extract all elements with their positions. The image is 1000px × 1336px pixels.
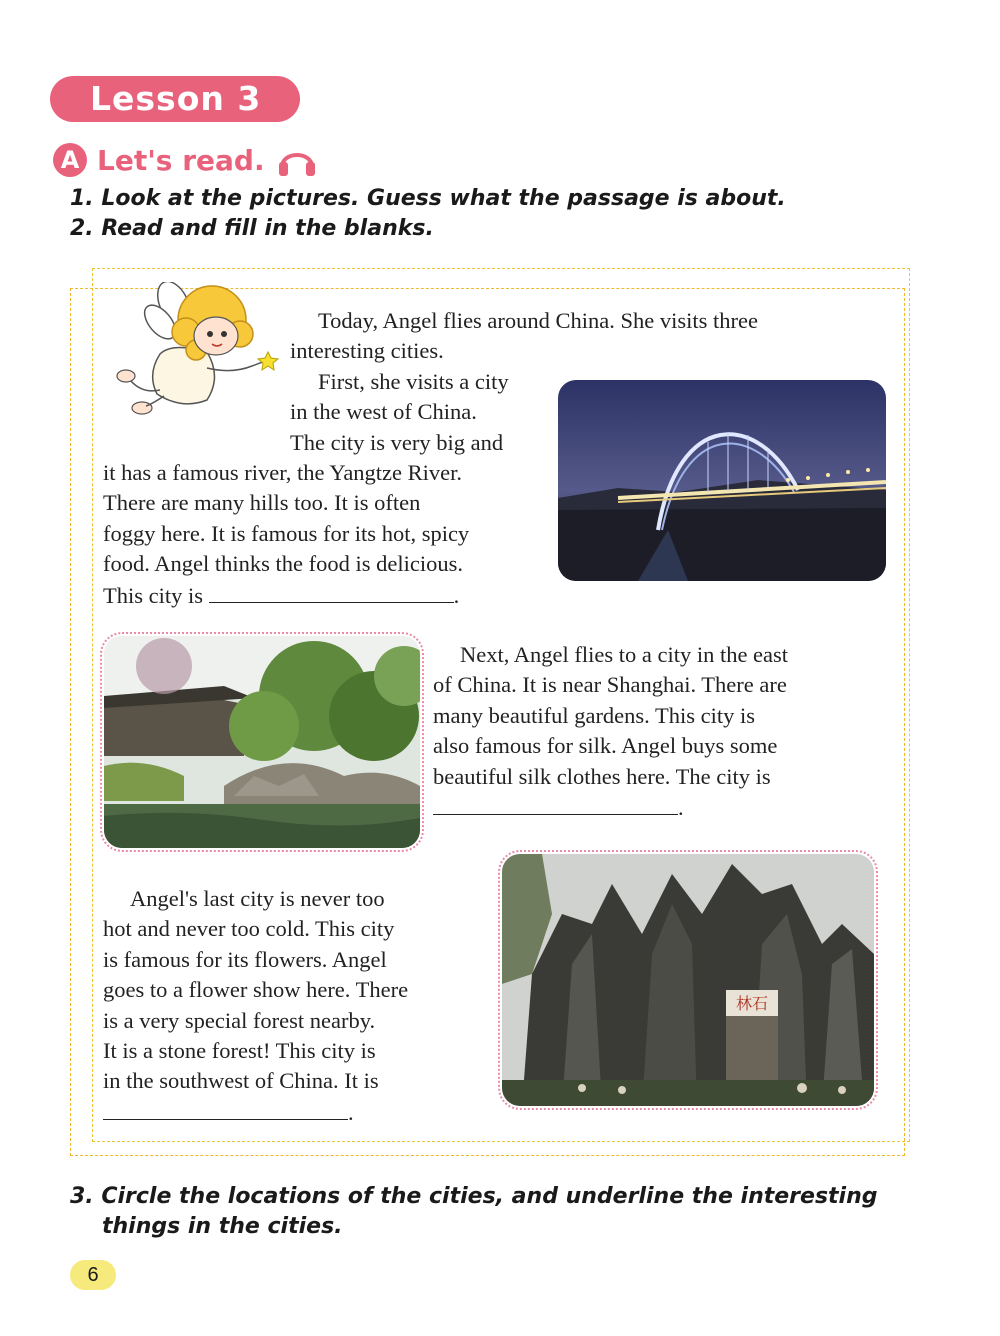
passage1-line: Today, Angel flies around China. She visits three	[318, 308, 759, 333]
angel-illustration	[112, 282, 282, 432]
passage1-line: in the west of China.	[290, 399, 477, 425]
passage3-line: goes to a flower show here. There	[103, 977, 409, 1003]
passage3-line: is a very special forest nearby.	[103, 1007, 376, 1033]
instruction-3: 3. Circle the locations of the cities, and underline the interesting	[70, 1184, 878, 1209]
passage2: Next, Angel flies to a city in the east of China. It is near Shanghai. There are many beautiful gardens. This city is also famous for silk. Angel buys some beautiful silk clothes here. The city is .	[433, 640, 883, 823]
lesson-title: Lesson 3	[50, 76, 300, 122]
passage1-line: it has a famous river, the Yangtze River.	[103, 460, 463, 485]
passage3-line: It is a stone forest! This city is	[103, 1038, 376, 1064]
passage1-line: The city is very big and	[290, 429, 504, 455]
section-letter-badge: A	[53, 143, 87, 177]
passage3-line: hot and never too cold. This city	[103, 916, 395, 942]
passage3-line: Angel's last city is never too	[130, 886, 385, 911]
passage3: Angel's last city is never too hot and never too cold. This city is famous for its flowers. Angel goes to a flower show here. There is a very special forest nearby. It is a stone forest! This city is in the southwest of China. It is .	[103, 884, 493, 1128]
passage1-line: First, she visits a city	[318, 368, 509, 394]
section-header	[53, 140, 317, 180]
stone-forest-sign-text: 林石	[735, 994, 769, 1013]
passage1-body: it has a famous river, the Yangtze River. There are many hills too. It is often foggy here. It is famous for its hot, spicy food. Angel thinks the food is delicious. This city is .	[103, 458, 563, 611]
passage1-line: foggy here. It is famous for its hot, spicy	[103, 520, 470, 546]
passage2-line: also famous for silk. Angel buys some	[433, 733, 778, 759]
instruction-1: 1. Look at the pictures. Guess what the passage is about.	[70, 186, 786, 211]
stone-forest-photo	[502, 854, 874, 1106]
passage1-line: There are many hills too. It is often	[103, 490, 421, 516]
page-number: 6	[70, 1260, 116, 1290]
passage1-line: interesting cities.	[290, 338, 444, 364]
section-title: Let's read.	[97, 143, 265, 177]
passage3-line: is famous for its flowers. Angel	[103, 946, 387, 972]
passage1-line: food. Angel thinks the food is delicious.	[103, 551, 463, 577]
instruction-3-cont: things in the cities.	[102, 1214, 343, 1239]
answer-blank-3[interactable]	[103, 1097, 348, 1120]
answer-blank-2[interactable]	[433, 792, 678, 815]
passage3-line: in the southwest of China. It is	[103, 1068, 379, 1094]
night-bridge-photo	[558, 380, 886, 581]
passage1-line: This city is	[103, 582, 203, 608]
instruction-2: 2. Read and fill in the blanks.	[70, 216, 434, 241]
passage2-line: Next, Angel flies to a city in the east	[460, 642, 789, 667]
headphones-icon[interactable]	[277, 143, 317, 177]
passage2-line: of China. It is near Shanghai. There are	[433, 672, 787, 698]
garden-photo	[104, 636, 420, 848]
answer-blank-1[interactable]	[209, 580, 454, 603]
passage2-line: many beautiful gardens. This city is	[433, 702, 756, 728]
passage2-line: beautiful silk clothes here. The city is	[433, 763, 771, 789]
